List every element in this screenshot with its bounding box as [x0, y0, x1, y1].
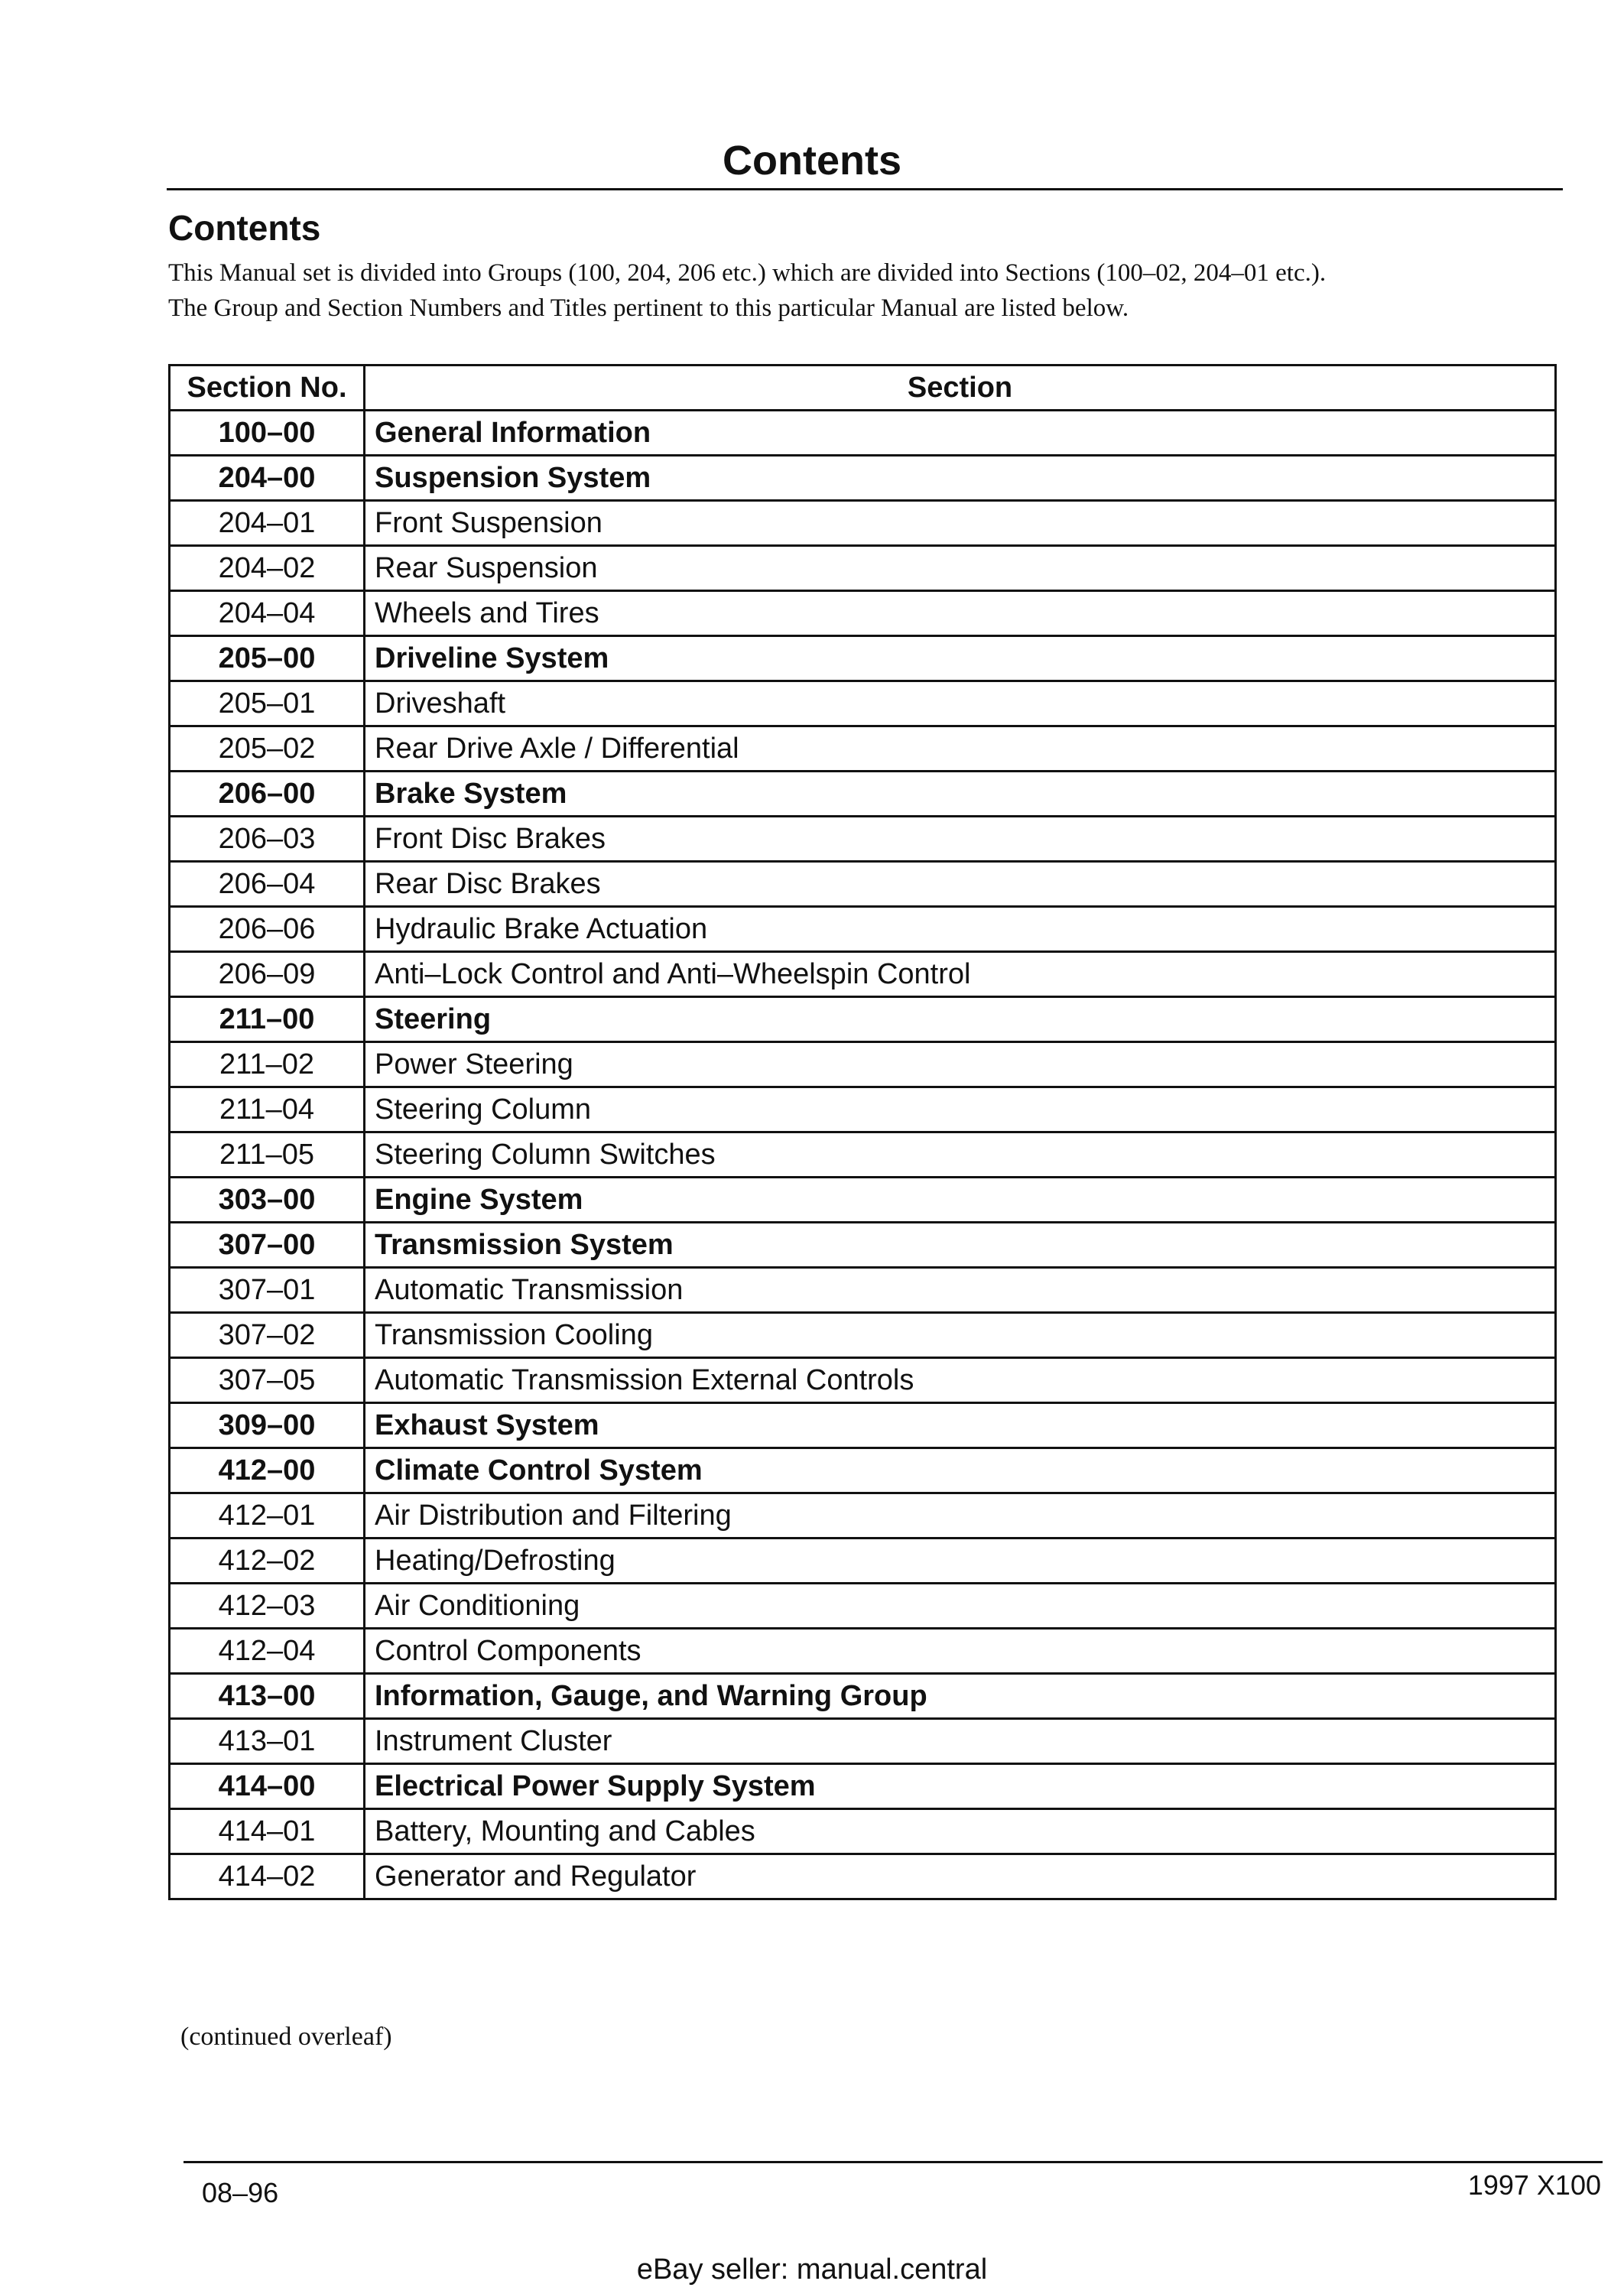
section-title: Automatic Transmission — [365, 1268, 1556, 1313]
section-number: 206–00 — [170, 772, 365, 817]
section-title: Rear Drive Axle / Differential — [365, 726, 1556, 772]
table-row — [170, 726, 1556, 772]
section-title: Climate Control System — [365, 1448, 1556, 1493]
table-row — [170, 1358, 1556, 1403]
section-number: 414–02 — [170, 1854, 365, 1899]
section-number: 206–06 — [170, 907, 365, 952]
table-row — [170, 1448, 1556, 1493]
section-heading: Contents — [168, 208, 321, 248]
section-title: Anti–Lock Control and Anti–Wheelspin Control — [365, 952, 1556, 997]
table-row — [170, 1132, 1556, 1178]
section-title: Transmission System — [365, 1223, 1556, 1268]
section-number: 412–01 — [170, 1493, 365, 1539]
table-row — [170, 1403, 1556, 1448]
table-row — [170, 591, 1556, 636]
section-number: 205–02 — [170, 726, 365, 772]
section-number: 303–00 — [170, 1178, 365, 1223]
section-number: 412–00 — [170, 1448, 365, 1493]
section-title: Exhaust System — [365, 1403, 1556, 1448]
section-title: Hydraulic Brake Actuation — [365, 907, 1556, 952]
section-number: 412–04 — [170, 1629, 365, 1674]
table-row — [170, 411, 1556, 456]
section-title: Rear Suspension — [365, 546, 1556, 591]
footer-model: 1997 X100 — [1467, 2169, 1601, 2201]
section-number: 307–05 — [170, 1358, 365, 1403]
section-number: 412–03 — [170, 1584, 365, 1629]
table-row — [170, 1493, 1556, 1539]
section-title: Air Distribution and Filtering — [365, 1493, 1556, 1539]
footer-date-code: 08–96 — [202, 2177, 279, 2208]
section-title: Rear Disc Brakes — [365, 862, 1556, 907]
section-title: Transmission Cooling — [365, 1313, 1556, 1358]
section-number: 211–02 — [170, 1042, 365, 1087]
section-title: General Information — [365, 411, 1556, 456]
continued-note: (continued overleaf) — [180, 2023, 392, 2051]
table-row — [170, 997, 1556, 1042]
section-number: 413–00 — [170, 1674, 365, 1719]
section-title: Generator and Regulator — [365, 1854, 1556, 1899]
section-title: Brake System — [365, 772, 1556, 817]
section-title: Battery, Mounting and Cables — [365, 1809, 1556, 1854]
section-title: Instrument Cluster — [365, 1719, 1556, 1764]
table-row — [170, 1854, 1556, 1899]
section-title: Steering — [365, 997, 1556, 1042]
table-row — [170, 1313, 1556, 1358]
section-title: Suspension System — [365, 456, 1556, 501]
table-header-row — [170, 366, 1556, 411]
table-row — [170, 546, 1556, 591]
section-title: Steering Column — [365, 1087, 1556, 1132]
table-row — [170, 501, 1556, 546]
table-row — [170, 772, 1556, 817]
table-row — [170, 1178, 1556, 1223]
table-row — [170, 1042, 1556, 1087]
contents-table — [168, 364, 1557, 1900]
section-number: 206–09 — [170, 952, 365, 997]
section-number: 211–05 — [170, 1132, 365, 1178]
section-title: Information, Gauge, and Warning Group — [365, 1674, 1556, 1719]
section-number: 309–00 — [170, 1403, 365, 1448]
section-number: 204–02 — [170, 546, 365, 591]
title-rule — [167, 188, 1563, 190]
section-title: Steering Column Switches — [365, 1132, 1556, 1178]
section-title: Wheels and Tires — [365, 591, 1556, 636]
section-number: 204–01 — [170, 501, 365, 546]
table-row — [170, 862, 1556, 907]
section-number: 204–04 — [170, 591, 365, 636]
table-row — [170, 1087, 1556, 1132]
section-number: 412–02 — [170, 1539, 365, 1584]
section-title: Engine System — [365, 1178, 1556, 1223]
table-row — [170, 1719, 1556, 1764]
table-row — [170, 1809, 1556, 1854]
page-title: Contents — [723, 138, 901, 184]
table-body — [170, 411, 1556, 1899]
intro-line-2: The Group and Section Numbers and Titles pertinent to this particular Manual are listed below. — [168, 294, 1129, 322]
section-title: Heating/Defrosting — [365, 1539, 1556, 1584]
table-row — [170, 1268, 1556, 1313]
column-header-section-no: Section No. — [170, 366, 365, 411]
table-row — [170, 817, 1556, 862]
table-row — [170, 1764, 1556, 1809]
section-number: 205–01 — [170, 681, 365, 726]
section-title: Front Disc Brakes — [365, 817, 1556, 862]
section-number: 211–04 — [170, 1087, 365, 1132]
section-number: 205–00 — [170, 636, 365, 681]
table-row — [170, 456, 1556, 501]
column-header-section: Section — [365, 366, 1556, 411]
footer-rule — [184, 2161, 1603, 2163]
table-row — [170, 681, 1556, 726]
seller-note: eBay seller: manual.central — [636, 2253, 988, 2286]
section-title: Driveline System — [365, 636, 1556, 681]
section-number: 100–00 — [170, 411, 365, 456]
table-row — [170, 636, 1556, 681]
section-number: 204–00 — [170, 456, 365, 501]
section-number: 414–01 — [170, 1809, 365, 1854]
section-title: Control Components — [365, 1629, 1556, 1674]
section-number: 206–03 — [170, 817, 365, 862]
table-row — [170, 1223, 1556, 1268]
table-row — [170, 1539, 1556, 1584]
section-title: Automatic Transmission External Controls — [365, 1358, 1556, 1403]
table-row — [170, 907, 1556, 952]
table-row — [170, 952, 1556, 997]
section-title: Power Steering — [365, 1042, 1556, 1087]
section-number: 211–00 — [170, 997, 365, 1042]
section-title: Driveshaft — [365, 681, 1556, 726]
section-number: 413–01 — [170, 1719, 365, 1764]
intro-paragraph — [168, 255, 1575, 326]
table-row — [170, 1584, 1556, 1629]
section-number: 206–04 — [170, 862, 365, 907]
section-title: Front Suspension — [365, 501, 1556, 546]
table-row — [170, 1629, 1556, 1674]
table-row — [170, 1674, 1556, 1719]
section-number: 307–01 — [170, 1268, 365, 1313]
section-number: 307–02 — [170, 1313, 365, 1358]
intro-line-1: This Manual set is divided into Groups (100, 204, 206 etc.) which are divided into Sections (100–02, 204–01 etc.). — [168, 259, 1327, 287]
section-number: 307–00 — [170, 1223, 365, 1268]
section-title: Air Conditioning — [365, 1584, 1556, 1629]
section-number: 414–00 — [170, 1764, 365, 1809]
section-title: Electrical Power Supply System — [365, 1764, 1556, 1809]
